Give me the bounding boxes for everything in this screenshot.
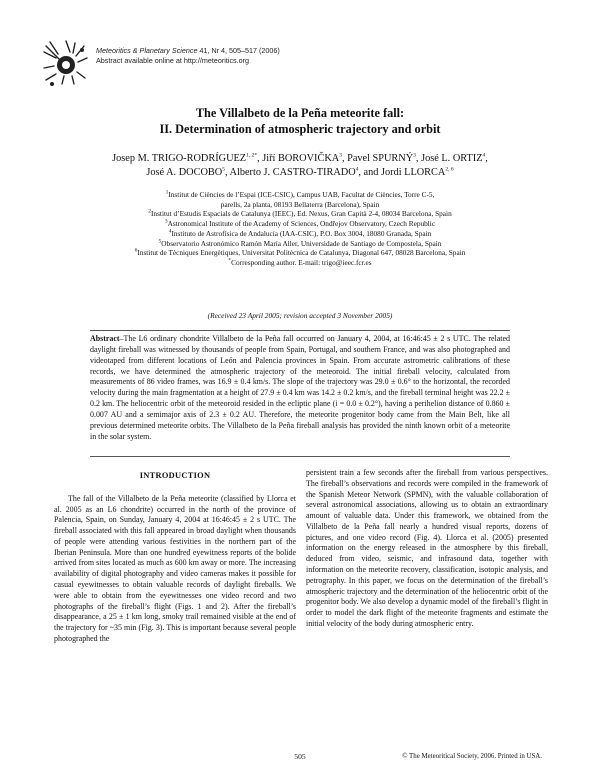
abstract-top-rule: [90, 330, 510, 331]
left-column: [54, 468, 296, 645]
intro-paragraph-left: The fall of the Villalbeto de la Peña meteorite (classified by Llorca et al. 2005 as an L6 chondrite) occurred in the north of the province of Palencia, Spain, on Sunday, January 4, 2004 at 16:46:45 ± 2 s UTC. The fireball associated with this fall appeared in broad daylight when thousands of people were attending various festivities in the northern part of the Iberian Peninsula. More than one hundred eyewitness reports of the bolide arrived from sites located as much as 600 km away or more. The increasing availability of digital photography and video cameras makes it possible for casual eyewitnesses to obtain valuable records of daylight fireballs. We were able to obtain from the eyewitnesses one video record and two photographs of the fireball’s flight (Figs. 1 and 2). After the fireball’s disappearance, a 25 ± 1 km long, smoky trail remained visible at the end of the trajectory for ~35 min (Fig. 3). This is important because several people photographed the: [54, 493, 296, 643]
author-name: , Pavel SPURNÝ: [341, 153, 414, 164]
affiliation-line: [30, 258, 570, 268]
paper-title-line2: II. Determination of atmospheric trajectory and orbit: [159, 122, 441, 136]
author-name: , Alberto J. CASTRO-TIRADO: [224, 166, 356, 178]
affiliation-text: Astronomical Institute of the Academy of Sciences, Ondřejov Observatory, Czech Republic: [167, 219, 436, 229]
affiliation-line: [30, 248, 570, 258]
journal-name: Meteoritics & Planetary Science: [96, 46, 198, 55]
affiliation-sup: 2: [148, 208, 151, 215]
affiliation-text: Observatorio Astronómico Ramón María Aller, Universidade de Santiago de Compostela, Spain: [161, 238, 442, 248]
author-affil-sup: 4: [355, 166, 359, 173]
author-affil-sup: 4: [482, 152, 486, 159]
affiliation-text: Instituto de Astrofísica de Andalucía (IAA-CSIC), P.O. Box 3004, 18080 Granada, Spain: [171, 228, 432, 238]
affiliation-line: [30, 239, 570, 249]
online-note: Abstract available online at http://meteoritics.org: [96, 55, 250, 65]
affiliation-line: [30, 229, 570, 239]
abstract-text: –The L6 ordinary chondrite Villalbeto de la Peña fall occurred on January 4, 2004, at 16:46:45 ± 2 s UTC. The related daylight fireball was witnessed by thousands of people from Spain, Portugal, and southern France, and was also photographed and videotaped from different locations of León and Palencia provinces in Spain. From accurate astrometric calibrations of these records, we have determined the atmospheric trajectory of the meteoroid. The initial fireball velocity, calculated from measurements of 86 video frames, was 16.9 ± 0.4 km/s. The slope of the trajectory was 29.0 ± 0.6° to the horizontal, the recorded velocity during the main fragmentation at a height of 27.9 ± 0.4 km was 14.2 ± 0.2 km/s, and the fireball terminal height was 22.2 ± 0.2 km. The heliocentric orbit of the meteoroid resided in the ecliptic plane (i = 0.0 ± 0.2°), having a perihelion distance of 0.860 ± 0.007 AU and a semimajor axis of 2.3 ± 0.2 AU. Therefore, the meteorite progenitor body came from the Main Belt, like all previous determined meteorite orbits. The Villalbeto de la Peña fireball analysis has provided the ninth known orbit of a meteorite in the solar system.: [90, 334, 510, 441]
affiliation-sup: 6: [134, 247, 138, 254]
copyright-notice: © The Meteoritical Society, 2006. Printed in USA.: [402, 753, 542, 760]
abstract: [90, 334, 510, 442]
intro-paragraph-right: persistent train a few seconds after the fireball from various perspectives. The fireball’s observations and records were compiled in the framework of the Spanish Meteor Network (SPMN), with the valuable collaboration of several astronomical associations, allowing us to obtain an extraordinary amount of valuable data. Under this framework, we obtained from the Villalbeto de la Peña fall nearly a hundred visual reports, dozens of pictures, and one video record (Fig. 4). Llorca et al. (2005) presented information on the energy released in the atmosphere by this fireball, deduced from video, seismic, and infrasound data, together with information on the meteorite recovery, classification, isotopic analysis, and petrography. In this paper, we focus on the determination of the fireball’s atmospheric trajectory and the determination of the heliocentric orbit of the progenitor body. We also develop a dynamic model of the fireball’s flight in order to model the dark flight of the meteorite fragments and estimate the initial velocity of the body during atmospheric entry.: [306, 468, 548, 628]
affiliation-sup: *: [228, 257, 232, 264]
affiliation-text: Institut de Tècniques Energètiques, Universitat Politècnica de Catalunya, Diagonal 647, 08028 Barcelona, Spain: [137, 248, 466, 258]
affiliation-text: Corresponding author. E-mail: trigo@ieec.fcr.es: [231, 257, 372, 267]
author-name: , José L. ORTIZ: [415, 153, 483, 164]
author-affil-sup: 3: [413, 152, 416, 159]
author-name: , Jiří BOROVIČKA: [257, 153, 340, 164]
affiliations: [30, 190, 570, 268]
affiliation-sup: 1: [165, 189, 169, 196]
affiliation-line: [30, 219, 570, 229]
author-affil-sup: 1, 2*: [246, 152, 258, 159]
author-affil-sup: 3: [339, 152, 342, 159]
abstract-bottom-rule: [90, 456, 510, 457]
right-column: [306, 468, 548, 630]
author-affil-sup: 2, 6: [445, 166, 454, 173]
page-number: 505: [294, 752, 306, 761]
author-list: Josep M. TRIGO-$RODRÍGUEZ^{1, 2*}$, Jiří BOROVIČKA$^3$, Pavel SPURNÝ$^3$, José L. ORTIZ$^4$, José A. DOCOBO$^5$, Alberto J. CASTRO-TIRADO$^4$, and Jordi LLORCA$^{2, 6}$: [112, 152, 488, 178]
affiliation-text: Institut d’Estudis Espacials de Catalunya (IEEC), Ed. Nexus, Gran Capità 2-4, 08034 Barcelona, Spain: [151, 209, 452, 219]
affiliation-sup: 5: [158, 238, 162, 245]
meteoritical-society-logo-icon: [40, 38, 92, 90]
paper-title-line1: The Villalbeto de la Peña meteorite fall:: [195, 106, 405, 120]
affiliation-line: [30, 209, 570, 219]
affiliation-sup: 3: [164, 218, 168, 225]
abstract-label: Abstract: [90, 334, 120, 343]
affiliation-sup: 4: [168, 228, 172, 235]
affiliation-line: [30, 200, 570, 210]
section-heading: INTRODUCTION: [139, 471, 211, 480]
affiliation-text: Institut de Ciències de l’Espai (ICE-CSIC), Campus UAB, Facultat de Ciències, Torre C-5,: [168, 190, 435, 199]
journal-header: [96, 46, 280, 65]
author-name: , and Jordi LLORCA: [358, 166, 446, 178]
author-affil-sup: 5: [222, 166, 225, 173]
author-name: Josep M. TRIGO-RODRÍGUEZ: [112, 153, 247, 164]
received-dates: (Received 23 April 2005; revision accepted 3 November 2005): [207, 311, 393, 320]
affiliation-line: [30, 190, 570, 200]
author-name: José A. DOCOBO: [146, 166, 223, 178]
journal-citation: 41, Nr 4, 505–517 (2006): [197, 46, 280, 55]
affiliation-text: parells, 2a planta, 08193 Bellaterra (Barcelona), Spain: [220, 199, 380, 209]
